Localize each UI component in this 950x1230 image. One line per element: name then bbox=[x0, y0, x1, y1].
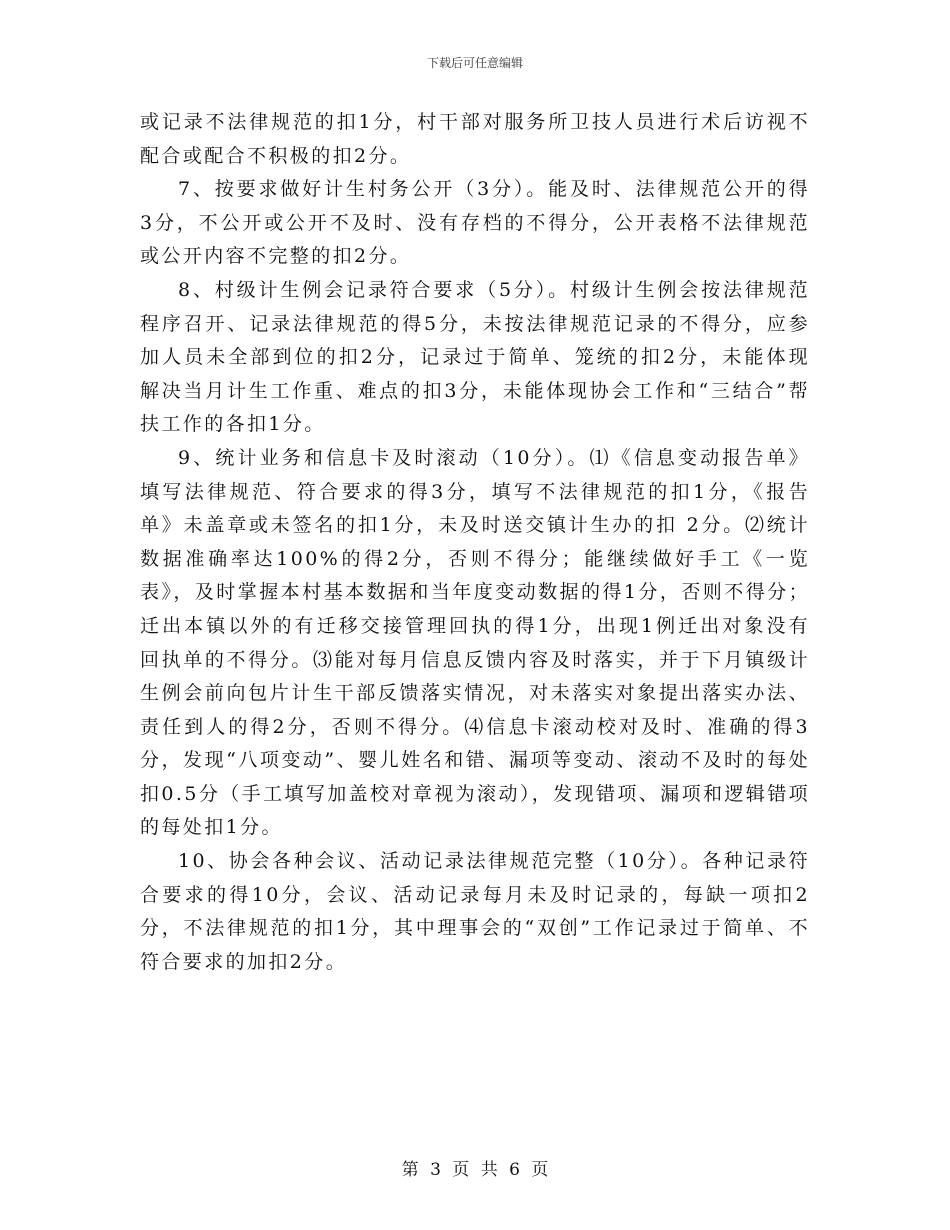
paragraph-item-8: 8、村级计生例会记录符合要求（5分）。村级计生例会按法律规范程序召开、记录法律规范的得5分，未按法律规范记录的不得分，应参加人员未全部到位的扣2分，记录过于简单、笼统的扣2分，未能体现解决当月计生工作重、难点的扣3分，未能体现协会工作和“三结合”帮扶工作的各扣1分。 bbox=[140, 278, 810, 436]
page-header: 下载后可任意编辑 bbox=[426, 56, 523, 70]
document-body bbox=[140, 106, 810, 979]
paragraph-item-7: 7、按要求做好计生村务公开（3分）。能及时、法律规范公开的得3分，不公开或公开不及时、没有存档的不得分，公开表格不法律规范或公开内容不完整的扣2分。 bbox=[140, 178, 810, 268]
paragraph-item-9: 9、统计业务和信息卡及时滚动（10分）。⑴《信息变动报告单》填写法律规范、符合要求的得3分，填写不法律规范的扣1分，《报告单》未盖章或未签名的扣1分，未及时送交镇计生办的扣 2分。⑵统计数据准确率达100%的得2分，否则不得分；能继续做好手工《一览表》，及时掌握本村基本数据和当年度变动数据的得1分，否则不得分；迁出本镇以外的有迁移交接管理回执的得1分，出现1例迁出对象没有回执单的不得分。⑶能对每月信息反馈内容及时落实，并于下月镇级计生例会前向包片计生干部反馈落实情况，对未落实对象提出落实办法、责任到人的得2分，否则不得分。⑷信息卡滚动校对及时、准确的得3分，发现“八项变动”、婴儿姓名和错、漏项等变动、滚动不及时的每处扣0.5分（手工填写加盖校对章视为滚动），发现错项、漏项和逻辑错项的每处扣1分。 bbox=[140, 446, 810, 839]
paragraph-continuation: 或记录不法律规范的扣1分，村干部对服务所卫技人员进行术后访视不配合或配合不积极的扣2分。 bbox=[140, 111, 810, 167]
page-footer: 第 3 页 共 6 页 bbox=[401, 1160, 549, 1180]
paragraph-item-10: 10、协会各种会议、活动记录法律规范完整（10分）。各种记录符合要求的得10分，会议、活动记录每月未及时记录的，每缺一项扣2分，不法律规范的扣1分，其中理事会的“双创”工作记录过于简单、不符合要求的加扣2分。 bbox=[140, 850, 810, 973]
